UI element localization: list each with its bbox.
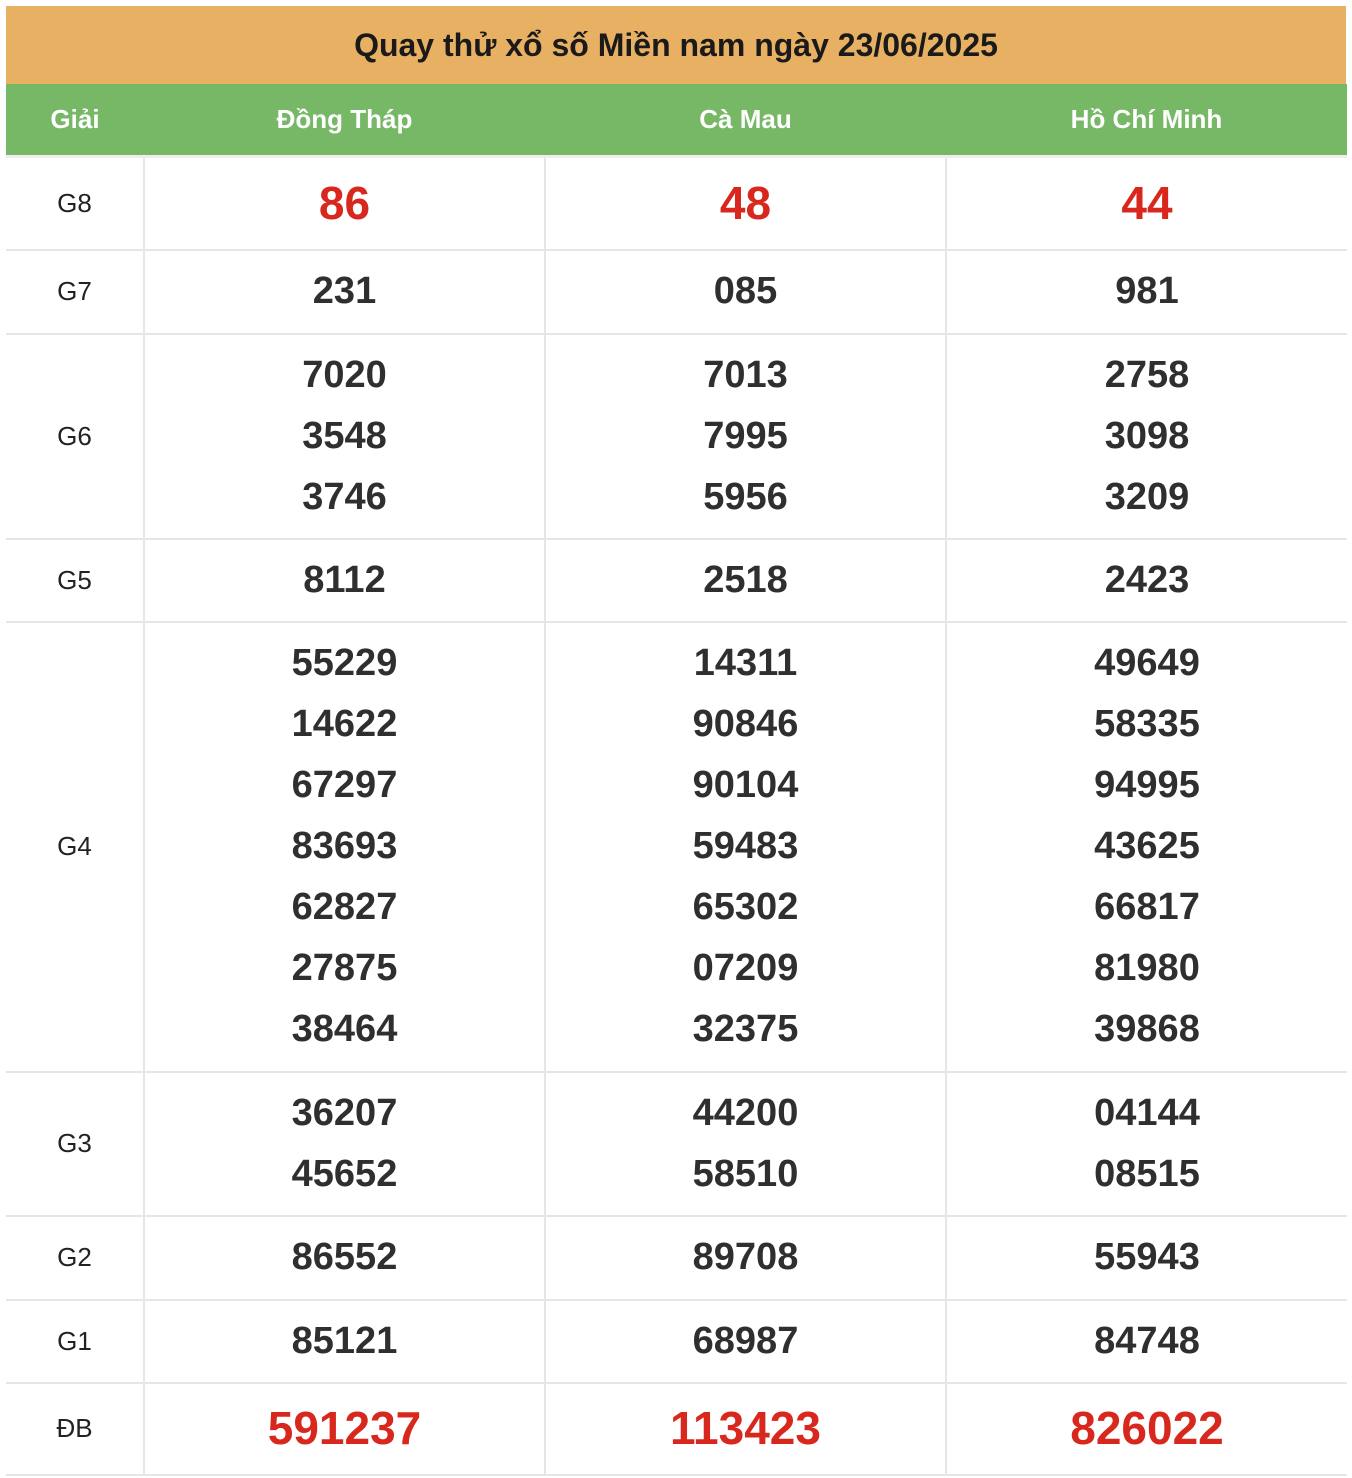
result-cell: [144, 622, 545, 1072]
result-number: 27875: [291, 947, 398, 989]
prize-row-g6: [6, 334, 1347, 539]
result-cell: [144, 334, 545, 539]
prize-label: G1: [6, 1300, 144, 1383]
result-number: 89708: [692, 1236, 799, 1278]
results-container: [6, 6, 1346, 1476]
result-number: 08515: [1094, 1152, 1200, 1195]
prize-label: G2: [6, 1216, 144, 1300]
result-number: 3746: [302, 475, 387, 518]
prize-label: G4: [6, 622, 144, 1072]
result-cell: [144, 250, 545, 334]
result-cell: [946, 157, 1347, 250]
result-number: 85121: [291, 1319, 398, 1362]
result-number: 7020: [302, 353, 387, 396]
result-number: 65302: [692, 886, 799, 928]
header-row: [6, 84, 1347, 157]
result-number: 14622: [291, 703, 398, 745]
prize-row-g4: [6, 622, 1347, 1072]
result-number: 3548: [302, 414, 387, 457]
result-cell: [545, 622, 946, 1072]
result-number: 45652: [291, 1152, 398, 1195]
results-body: [6, 157, 1347, 1475]
result-number: 43625: [1094, 825, 1200, 867]
result-number: 231: [312, 270, 377, 312]
result-cell: [545, 250, 946, 334]
result-number: 58510: [692, 1152, 799, 1195]
result-number: 07209: [692, 947, 799, 989]
result-cell: [545, 1072, 946, 1216]
result-cell: [545, 539, 946, 622]
result-number: 55943: [1094, 1236, 1200, 1278]
result-number: 86: [318, 176, 371, 229]
result-cell: [144, 157, 545, 250]
result-number: 04144: [1094, 1091, 1200, 1134]
result-cell: [545, 1383, 946, 1475]
result-number: 38464: [291, 1008, 398, 1050]
result-number: 86552: [291, 1236, 398, 1278]
result-cell: [545, 1300, 946, 1383]
result-number: 83693: [291, 825, 398, 867]
prize-row-g8: [6, 157, 1347, 250]
result-cell: [946, 1072, 1347, 1216]
prize-column-header: Giải: [6, 84, 144, 157]
result-cell: [946, 1383, 1347, 1475]
result-number: 68987: [692, 1319, 799, 1362]
result-number: 90846: [692, 703, 799, 745]
province-header-ho-chi-minh: Hồ Chí Minh: [946, 84, 1347, 157]
result-number: 44: [1121, 176, 1173, 229]
result-cell: [946, 1216, 1347, 1300]
result-number: 39868: [1094, 1008, 1200, 1050]
result-number: 32375: [692, 1008, 799, 1050]
result-number: 67297: [291, 764, 398, 806]
result-cell: [144, 1072, 545, 1216]
prize-label: G6: [6, 334, 144, 539]
result-cell: [545, 157, 946, 250]
special-prize-number: 826022: [1070, 1402, 1224, 1454]
prize-row-g7: [6, 250, 1347, 334]
special-prize-number: 591237: [267, 1402, 422, 1454]
result-cell: [545, 1216, 946, 1300]
result-cell: [946, 334, 1347, 539]
prize-label: G5: [6, 539, 144, 622]
result-number: 2758: [1104, 353, 1190, 396]
prize-row-g5: [6, 539, 1347, 622]
result-number: 81980: [1094, 947, 1200, 989]
result-number: 5956: [703, 475, 788, 518]
result-number: 49649: [1094, 642, 1200, 684]
prize-row-đb: [6, 1383, 1347, 1475]
page-title: Quay thử xổ số Miền nam ngày 23/06/2025: [6, 6, 1346, 84]
result-cell: [946, 250, 1347, 334]
result-number: 2518: [703, 558, 788, 601]
result-number: 7995: [703, 414, 788, 457]
result-number: 3209: [1104, 475, 1190, 518]
result-number: 14311: [693, 642, 798, 684]
result-number: 36207: [291, 1091, 398, 1134]
prize-label: G8: [6, 157, 144, 250]
prize-row-g1: [6, 1300, 1347, 1383]
result-number: 58335: [1094, 703, 1200, 745]
result-number: 90104: [692, 764, 799, 806]
result-number: 66817: [1094, 886, 1200, 928]
result-number: 7013: [703, 353, 788, 396]
result-cell: [144, 1300, 545, 1383]
prize-row-g2: [6, 1216, 1347, 1300]
province-header-dong-thap: Đồng Tháp: [144, 84, 545, 157]
result-number: 84748: [1094, 1319, 1200, 1362]
special-prize-number: 113423: [670, 1402, 821, 1454]
result-number: 44200: [692, 1091, 799, 1134]
prize-label: ĐB: [6, 1383, 144, 1475]
result-number: 981: [1115, 270, 1179, 312]
result-number: 8112: [303, 558, 386, 601]
prize-label: G3: [6, 1072, 144, 1216]
result-cell: [946, 1300, 1347, 1383]
result-cell: [545, 334, 946, 539]
results-table: [6, 84, 1347, 1476]
result-cell: [144, 1216, 545, 1300]
result-number: 2423: [1104, 558, 1190, 601]
result-number: 94995: [1094, 764, 1200, 806]
result-cell: [144, 539, 545, 622]
prize-label: G7: [6, 250, 144, 334]
result-cell: [946, 539, 1347, 622]
result-number: 48: [719, 176, 772, 229]
result-number: 55229: [291, 642, 398, 684]
result-number: 59483: [692, 825, 799, 867]
prize-row-g3: [6, 1072, 1347, 1216]
result-number: 3098: [1104, 414, 1190, 457]
province-header-ca-mau: Cà Mau: [545, 84, 946, 157]
result-number: 62827: [291, 886, 398, 928]
result-number: 085: [713, 270, 778, 312]
result-cell: [144, 1383, 545, 1475]
result-cell: [946, 622, 1347, 1072]
